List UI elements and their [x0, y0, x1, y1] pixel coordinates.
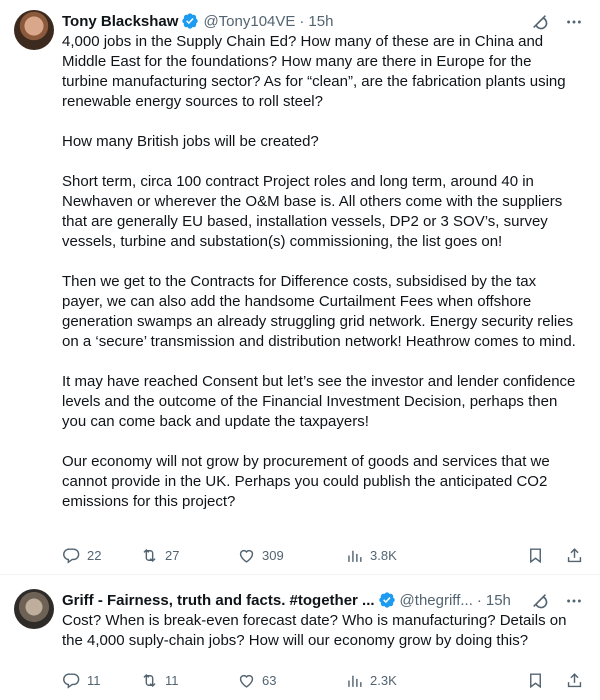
author-handle[interactable]: @Tony104VE [203, 12, 296, 30]
verified-badge-icon[interactable] [378, 591, 396, 609]
avatar[interactable] [14, 10, 54, 50]
tweet-text [62, 32, 584, 512]
like-button[interactable] [237, 546, 345, 565]
tweet-paragraph: How many British jobs will be created? [62, 133, 319, 150]
share-button[interactable] [565, 546, 584, 565]
verified-badge-icon[interactable] [181, 12, 199, 30]
grok-icon[interactable] [530, 591, 550, 611]
tweet-paragraph: Our economy will not grow by procurement of goods and services that we cannot provide in the UK. Perhaps you could publish the anticipated CO2 emissions for this project? [62, 453, 550, 510]
retweet-button[interactable] [140, 671, 237, 690]
like-count: 309 [262, 548, 284, 563]
views-icon [345, 671, 364, 690]
retweet-icon [140, 546, 159, 565]
author-handle[interactable]: @thegriff... [399, 591, 473, 609]
grok-icon[interactable] [530, 12, 550, 32]
views-button[interactable] [345, 671, 445, 690]
separator-dot: · [476, 591, 482, 609]
tweet-content [62, 10, 584, 574]
reply-count: 22 [87, 548, 102, 563]
tweet[interactable] [0, 575, 600, 700]
views-icon [345, 546, 364, 565]
more-icon[interactable] [564, 12, 584, 32]
tweet-actions-right [526, 671, 584, 690]
tweet-actions-right [526, 546, 584, 565]
share-icon [565, 671, 584, 690]
view-count: 2.3K [370, 673, 397, 688]
tweet-header-actions [530, 12, 584, 32]
tweet-paragraph: It may have reached Consent but let’s see the investor and lender confidence levels and the outcome of the Financial Investment Decision, perhaps then you can come back and update the taxpayers! [62, 373, 576, 430]
tweet-text [62, 611, 584, 651]
more-icon[interactable] [564, 591, 584, 611]
share-icon [565, 546, 584, 565]
bookmark-icon [526, 671, 545, 690]
avatar-column [14, 10, 62, 574]
tweet-paragraph: Then we get to the Contracts for Difference costs, subsidised by the tax payer, we can also add the handsome Curtailment Fees when offshore generation swamps an already struggling grid network. Energy security relies on a ‘secure’ transmission and distribution network! Heathrow comes to mind. [62, 273, 576, 350]
bookmark-button[interactable] [526, 546, 545, 565]
tweet-header-actions [530, 591, 584, 611]
separator-dot: · [299, 12, 305, 30]
bookmark-button[interactable] [526, 671, 545, 690]
tweet-header [62, 10, 584, 32]
like-count: 63 [262, 673, 277, 688]
reply-button[interactable] [62, 671, 140, 690]
bookmark-icon [526, 546, 545, 565]
author-name[interactable]: Tony Blackshaw [62, 12, 179, 30]
view-count: 3.8K [370, 548, 397, 563]
reply-count: 11 [87, 673, 101, 688]
tweet-paragraph: Cost? When is break-even forecast date? Who is manufacturing? Details on the 4,000 suply-chain jobs? How will our economy grow by doing this? [62, 612, 567, 649]
retweet-icon [140, 671, 159, 690]
reply-button[interactable] [62, 546, 140, 565]
tweet-paragraph: 4,000 jobs in the Supply Chain Ed? How many of these are in China and Middle East for the foundations? How many are there in Europe for the turbine manufacturing sector? As for “clean”, are the fabrication plants using renewable energy sources to roll steel? [62, 33, 566, 110]
author-name[interactable]: Griff - Fairness, truth and facts. #together ... [62, 591, 375, 609]
tweet-actions [62, 546, 584, 565]
avatar-column [14, 589, 62, 700]
like-button[interactable] [237, 671, 345, 690]
reply-icon [62, 546, 81, 565]
like-icon [237, 671, 256, 690]
reply-icon [62, 671, 81, 690]
retweet-button[interactable] [140, 546, 237, 565]
tweet-header [62, 589, 584, 611]
views-button[interactable] [345, 546, 445, 565]
timestamp[interactable]: 15h [308, 12, 334, 30]
tweet-actions [62, 671, 584, 690]
avatar[interactable] [14, 589, 54, 629]
retweet-count: 27 [165, 548, 180, 563]
retweet-count: 11 [165, 673, 179, 688]
tweet-paragraph: Short term, circa 100 contract Project roles and long term, around 40 in Newhaven or wherever the O&M base is. All others come with the suppliers that are generally EU based, installation vessels, DP2 or 3 SOV’s, survey vessels, turbine and substation(s) commissioning, the list goes on! [62, 173, 563, 250]
share-button[interactable] [565, 671, 584, 690]
like-icon [237, 546, 256, 565]
timestamp[interactable]: 15h [485, 591, 511, 609]
